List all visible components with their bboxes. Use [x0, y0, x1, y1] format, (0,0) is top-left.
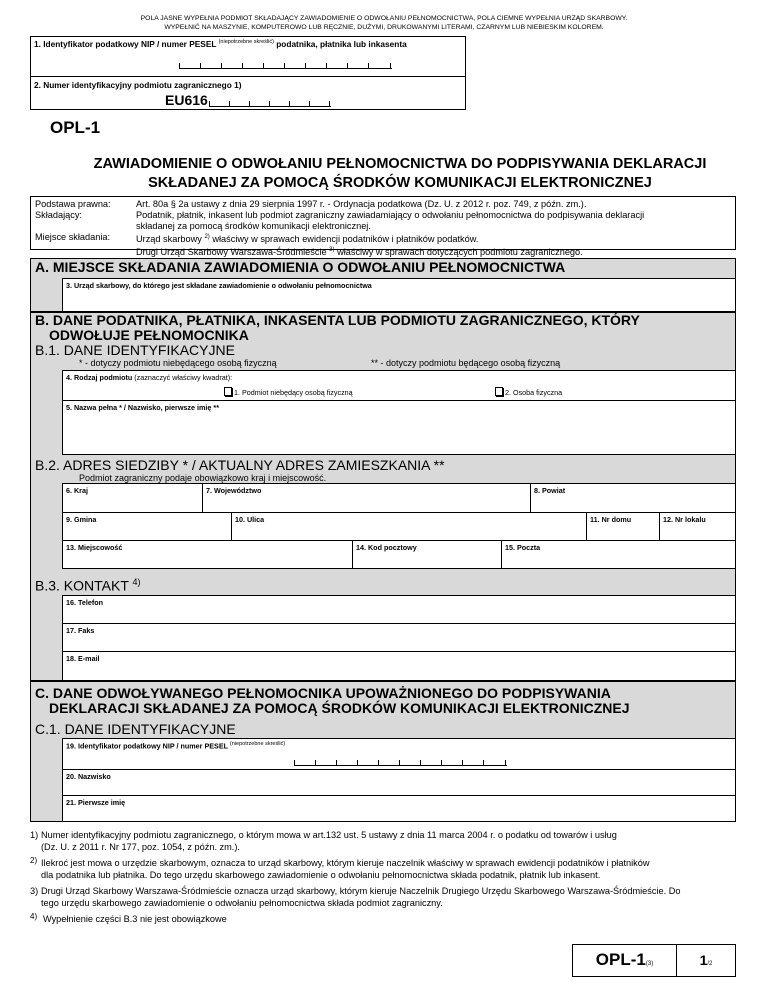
section-c	[30, 681, 736, 822]
field-8-district[interactable]: 8. Powiat	[530, 483, 736, 513]
field-4-entity-type: 4. Rodzaj podmiotu (zaznaczyć właściwy kwadrat): 1. Podmiot niebędący osobą fizyczną 2. Osoba fizyczna	[62, 370, 736, 401]
place-key: Miejsce składania:	[35, 232, 111, 242]
hint-non-person: * - dotyczy podmiotu niebędącego osobą fizyczną	[79, 358, 277, 368]
identifier-box	[30, 36, 466, 110]
section-b2-title: B.2. ADRES SIEDZIBY * / AKTUALNY ADRES ZAMIESZKANIA **	[35, 457, 445, 473]
submitter-value: Podatnik, płatnik, inkasent lub podmiot zagraniczny zawiadamiający o odwołaniu pełnomocnictwa do podpisywania deklaracji składanej za pomocą środków komunikacji elektronicznej.	[136, 210, 645, 231]
option-non-person[interactable]: 1. Podmiot niebędący osobą fizyczną	[224, 387, 353, 397]
field-10-street[interactable]: 10. Ulica	[231, 512, 587, 541]
section-b3-title: B.3. KONTAKT $^{4)}$	[35, 577, 141, 594]
form-code: OPL-1	[50, 118, 101, 137]
instructions-line-1: POLA JASNE WYPEŁNIA PODMIOT SKŁADAJĄCY ZAWIADOMIENIE O ODWOŁANIU PEŁNOMOCNICTWA, POLA CIEMNE WYPEŁNIA URZĄD SKARBOWY.	[140, 15, 628, 22]
field-1-suffix: podatnika, płatnika lub inkasenta	[276, 39, 407, 49]
field-9-commune[interactable]: 9. Gmina	[62, 512, 232, 541]
field-1-note: (niepotrzebne skreślić)	[218, 39, 274, 46]
field-18-email[interactable]: 18. E-mail	[62, 651, 736, 681]
field-13-town[interactable]: 13. Miejscowość	[62, 540, 353, 569]
hint-foreign-address: Podmiot zagraniczny podaje obowiązkowo kraj i miejscowość.	[79, 473, 327, 483]
field-3-tax-office[interactable]: 3. Urząd skarbowy, do którego jest składane zawiadomienie o odwołaniu pełnomocnictwa	[62, 278, 736, 312]
field-20-surname[interactable]: 20. Nazwisko	[62, 769, 736, 796]
hint-person: ** - dotyczy podmiotu będącego osobą fizyczną	[371, 358, 561, 368]
section-a-title: A. MIEJSCE SKŁADANIA ZAWIADOMIENIA O ODWOŁANIU PEŁNOMOCNICTWA	[35, 259, 566, 275]
footnote-4: 4) Wypełnienie części B.3 nie jest obowiązkowe	[30, 912, 227, 924]
field-16-phone[interactable]: 16. Telefon	[62, 595, 736, 624]
section-c-title: C. DANE ODWOŁYWANEGO PEŁNOMOCNIKA UPOWAŻNIONEGO DO PODPISYWANIA DEKLARACJI SKŁADANEJ ZA POMOCĄ ŚRODKÓW KOMUNIKACJI ELEKTRONICZNEJ	[35, 685, 630, 716]
field-14-postal-code[interactable]: 14. Kod pocztowy	[352, 540, 502, 569]
field-5-name[interactable]: 5. Nazwa pełna * / Nazwisko, pierwsze imię **	[62, 400, 736, 455]
option-person[interactable]: 2. Osoba fizyczna	[495, 387, 562, 397]
field-11-house-number[interactable]: 11. Nr domu	[586, 512, 660, 541]
form-title-line-2: SKŁADANEJ ZA POMOCĄ ŚRODKÓW KOMUNIKACJI ELEKTRONICZNEJ	[148, 175, 652, 191]
place-value: Urząd skarbowy $^{2)}$ właściwy w sprawach ewidencji podatników i płatników podatków. Drugi Urząd Skarbowy Warszawa-Śródmieście $^{3)}$ właściwy w sprawach dotyczących podmiotu zagranicznego.	[136, 234, 583, 258]
page-form-code: OPL-1(3)	[573, 945, 677, 976]
field-1-label: 1. Identyfikator podatkowy NIP / numer PESEL	[34, 39, 217, 49]
field-1-cells[interactable]	[179, 64, 392, 69]
section-b	[30, 312, 736, 681]
field-2-label: 2. Numer identyfikacyjny podmiotu zagranicznego 1)	[34, 80, 242, 90]
field-21-first-name[interactable]: 21. Pierwsze imię	[62, 795, 736, 822]
submitter-key: Składający:	[35, 210, 82, 220]
field-19-cells[interactable]	[294, 761, 507, 766]
field-2-prefix: EU616	[165, 92, 208, 108]
section-b-title: B. DANE PODATNIKA, PŁATNIKA, INKASENTA LUB PODMIOTU ZAGRANICZNEGO, KTÓRY ODWOŁUJE PEŁNOMOCNIKA	[35, 312, 640, 343]
page-number: 1/2	[699, 952, 713, 968]
footnote-1: 1) Numer identyfikacyjny podmiotu zagranicznego, o którym mowa w art.132 ust. 5 ustawy z dnia 11 marca 2004 r. o podatku od towarów i usług (Dz. U. z 2011 r. Nr 177, poz. 1054, z późn. zm.).	[30, 830, 617, 852]
field-12-apartment-number[interactable]: 12. Nr lokalu	[659, 512, 736, 541]
field-17-fax[interactable]: 17. Faks	[62, 623, 736, 652]
instructions-note	[0, 14, 768, 32]
field-1-nip-pesel[interactable]	[31, 37, 465, 77]
field-7-voivodeship[interactable]: 7. Województwo	[202, 483, 531, 513]
legal-basis-value: Art. 80a § 2a ustawy z dnia 29 sierpnia 1997 r. - Ordynacja podatkowa (Dz. U. z 2012 r. poz. 749, z późn. zm.).	[136, 199, 587, 209]
legal-basis-key: Podstawa prawna:	[35, 199, 111, 209]
section-a	[30, 258, 736, 312]
checkbox-person[interactable]	[495, 387, 503, 396]
field-2-cells[interactable]	[209, 102, 331, 107]
section-b1-title: B.1. DANE IDENTYFIKACYJNE	[35, 342, 235, 358]
page-indicator	[572, 944, 736, 977]
field-19-nip-pesel[interactable]: 19. Identyfikator podatkowy NIP / numer PESEL $^{(niepotrzebne skreślić)}$	[62, 738, 736, 770]
checkbox-non-person[interactable]	[224, 387, 232, 396]
footnote-3: 3) Drugi Urząd Skarbowy Warszawa-Śródmieście oznacza urząd skarbowy, którym kieruje Naczelnik Drugiego Urzędu Skarbowego Warszawa-Śródmieście. Do tego urzędu skarbowego zawiadomienie o odwołaniu pełnomocnictwa składa podmiot zagraniczny.	[30, 886, 681, 908]
form-title-line-1: ZAWIADOMIENIE O ODWOŁANIU PEŁNOMOCNICTWA DO PODPISYWANIA DEKLARACJI	[93, 156, 707, 172]
field-15-post-office[interactable]: 15. Poczta	[501, 540, 736, 569]
legal-basis-box	[30, 196, 736, 258]
section-c1-title: C.1. DANE IDENTYFIKACYJNE	[35, 721, 236, 737]
instructions-line-2: WYPEŁNIĆ NA MASZYNIE, KOMPUTEROWO LUB RĘCZNIE, DUŻYMI, DRUKOWANYMI LITERAMI, CZARNYM LUB NIEBIESKIM KOLOREM.	[164, 24, 604, 31]
footnote-2: 2) Ilekroć jest mowa o urzędzie skarbowym, oznacza to urząd skarbowy, którym kieruje naczelnik właściwy w sprawach ewidencji podatników i płatników dla podatnika lub płatnika. Do tego urzędu skarbowego zawiadomienie o odwołaniu pełnomocnictwa składa podatnik, płatnik lub inkasent.	[30, 856, 650, 880]
field-2-foreign-id[interactable]	[31, 78, 465, 110]
field-6-country[interactable]: 6. Kraj	[62, 483, 203, 513]
form-title	[40, 155, 760, 193]
